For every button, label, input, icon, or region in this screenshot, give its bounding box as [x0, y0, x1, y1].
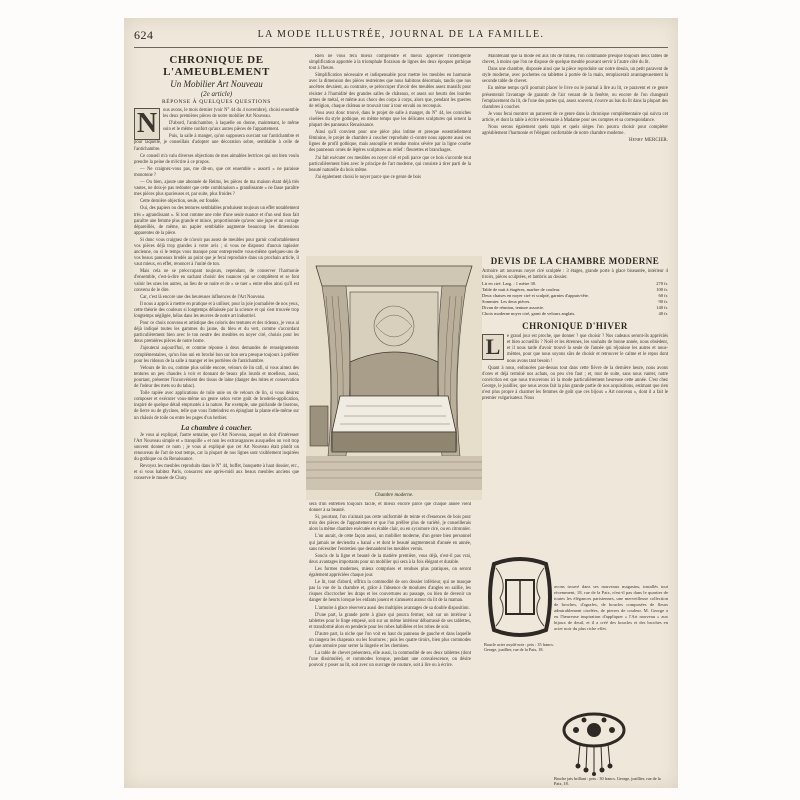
chronique-hiver-title: CHRONIQUE D'HIVER — [522, 321, 628, 332]
paragraph: D'une part, la grande porte à glace qui pourra fermer, soit sur un intérieur à tablettes pour le linge empesé, soit sur un même intérieur débarrassé de ses tablettes, et transformé alors en penderie pour les robes habillées et les robes de soir. — [309, 612, 471, 630]
paragraph: Soucis de la ligne et beauté de la matière première, vous déjà, n'est-il pas vrai, deux avantages importants pour un mobilier qui sera à la fois élégant et durable. — [309, 553, 471, 565]
paragraph: e grand jour est proche, que donner ? que choisir ? Nos cadeaux seront-ils appréciés et bien accueillis ? Noël et les étrennes, les souhaits de bonne année, nous obsèdent, et il nous tarde d'avoir trouvé la seule de l'année qui réjouisse les autres et nous-mêmes, pour que nous soyons sûrs de choisir et retrouver le calme et le repos dont nous avons tant besoin ! — [507, 334, 668, 364]
brooch-icon — [554, 708, 634, 776]
buckle-icon — [486, 554, 554, 640]
paragraph: Pour ce choix nouveau et artistique des coloris des tentures et des rideaux, je vous ai déjà indiqué toutes les gammes du jaune, du bleu et du vert, comme s'accordant particulièrement bien avec le ton neutre des meubles en noyer ciré, choisis pour les deux premières pièces de notre home. — [134, 321, 299, 345]
paragraph: Dans une chambre, disposée ainsi que la pièce reproduite sur notre dessin, un petit paravent de style moderne, avec pochettes ou tablettes à portée de la main, remplacerait avantageusement la seconde table de chevet. — [482, 67, 668, 85]
article-body — [134, 108, 299, 482]
column-3-middle — [482, 254, 668, 554]
chronique-hiver-body — [482, 334, 668, 402]
paragraph: D'autre part, la niche que l'on voit en haut du panneau de gauche et dans laquelle on rangera les chapeaux ou les fourrures ; puis les quatre tiroirs, bien plus commodes qu'une armoire pour serrer la lingerie et les chemises. — [309, 631, 471, 650]
newspaper-page — [124, 18, 678, 788]
paragraph: Je vous ai expliqué, l'autre semaine, que l'Art Nouveau, auquel on doit d'intéresser l'Art Nouveau simple et « tranquille » et non les extravagances auxquelles on voit trop souvent donner ce nom ; je vous ai expliqué que cet Art Nouveau était plutôt un renouveau de l'art de tout temps, car la plupart de nos lignes sont visiblement inspirées du gothique ou du Renaissance. — [134, 432, 299, 463]
devis-item: Divan de réunion, tenture assortie. 140 fr. — [482, 305, 668, 311]
paragraph: Maintenant que la mode est aux lits de milieu, l'on commande presque toujours deux tables de chevet, à moins que l'on ne dispose de quelque meuble pouvant servir à l'autre côté du lit. — [482, 54, 668, 66]
bedroom-illustration — [306, 256, 482, 500]
paragraph: J'ajouterai aujourd'hui, et comme réponse à deux demandes de renseignements complémentaires, qu'un lino uni en broché bon sur bon sera presque toujours à préférer pour les rideaux de la salle à manger et les portières de l'antichambre. — [134, 346, 299, 364]
paragraph: D'abord, l'antichambre, à laquelle on donne, maintenant, le même soin et le même confort qu'aux autres pièces de l'appartement. — [163, 121, 299, 133]
brooch-illustration — [554, 708, 634, 776]
devis-item: Lit en ciré. Larg. : 1 mètre 30. 270 fr. — [482, 281, 668, 287]
paragraph: Rien ne vous fera mieux comprendre et mieux apprécier l'intelligente simplification apportée à la triomphale floraison de lignes des deux époques gothique tout à l'heure. — [309, 54, 471, 72]
buckle-illustration — [486, 554, 554, 640]
article-reply-heading: RÉPONSE À QUELQUES QUESTIONS — [162, 99, 271, 105]
paragraph: J'ai fait exécuter ces meubles en noyer ciré et poli parce que ce bois s'accorde tout particulièrement bien avec le principe de l'art moderne, qui consiste à tirer parti de la beauté naturelle du bois même. — [309, 155, 471, 173]
paragraph: Mais cela ne se préoccupant toujours, cependant, de conserver l'harmonie d'ensemble, c'est-à-dire en sachant choisir des nuances qui se complètent et se font valoir les unes les autres, au lieu de se nuire et de « se tuer » entre elles ainsi qu'il est convenu de le dire. — [134, 269, 299, 293]
devis-title: DEVIS DE LA CHAMBRE MODERNE — [490, 256, 660, 266]
paragraph: Si donc vous craignez de n'avoir pas assez de meubles pour garnir confortablement vos pièces déjà trop grandes à votre avis ; si vous ne disposez d'aucun tapissier ancienne, ou si le temps vous manque pour entreprendre vous-même quelques-uns de vos beaux panneaux brodés au point que je ferai reproduire dans un prochain article, il vaut mieux, en effet, renoncer à l'unité de ton. — [134, 237, 299, 268]
author-signature: Henry MERCIER. — [628, 138, 668, 144]
section-heading-chambre: La chambre à coucher. — [180, 422, 253, 432]
paragraph: Cette dernière objection, seule, est fondée. — [140, 199, 220, 205]
devis-item: Choix moderne noyer ciré, garni de velours anglais. 40 fr. — [482, 311, 668, 317]
devis-list — [482, 281, 668, 317]
column-3-lower: avons trouvé dans ses nouveaux magasins, installés tout récemment, 18, rue de la Paix, n'est-il pas dans le quartier de toutes les élégances parisiennes, une merveilleuse collection de broches, d'agrafes, de boucles composées de fleurs admirablement ciselées, de pierres de couleur. M. George a eu l'heureuse inspiration d'appliquer « l'Art nouveau » aux bijoux de deuil, et il a créé des boucles et des broches en acier noir du plus riche effet. — [554, 584, 668, 631]
paragraph: En même temps qu'il pourrait placer le livre ou le journal à lire au lit, ce paravent et ce genre présenterait l'avantage de garantir de l'air venant de la fenêtre, ou encore de l'on changeait l'emplacement du lit, de l'une des portes qui, assez souvent, s'ouvre au bas du lit dans la plupart des chambres à coucher. — [482, 86, 668, 110]
paragraph: Si, pourtant, l'on n'aimait pas cette uniformité de teinte et d'essences de bois pour trois des pièces de l'appartement et que l'on préfère plus de variété, je conseillerais alors la même chambre exécutée en érable clair, ou en sycomore ciré, ou en citronnier. — [309, 515, 471, 533]
article-subtitle: Un Mobilier Art Nouveau — [170, 79, 263, 89]
paragraph: Le lit, tout d'abord, offrira la commodité de son dossier inférieur, qui ne masque pas la vue de la chambre et, grâce à l'absence de moulures d'angles en saillie, les risques d'accrocher les draps et les couvertures au passage, ou bien de devenir un danger de heurts lorsque les enfants jouent et s'amusent autour du lit de la maman. — [309, 580, 471, 604]
devis-item: Sommier. Les deux pièces. 90 fr. — [482, 299, 668, 305]
paragraph: Quant à nous, enfoncées par-dessus tout dans cette fièvre de la dernière heure, nous avons d'ores et déjà terminé nos achats, ou peu s'en faut ; et, tout de suite, sans nous vanter, notre conviction est que nous trouverons ici la mode particulièrement heureuse cette année. C'est chez George, le joaillier, que nous avons fait la plus grande partie de nos acquisitions, estimant que rien n'est plus propre à charmer les femmes de goût que ces bijoux « Art nouveau », dont il a fait le premier vulgarisateur. Nous — [482, 365, 668, 402]
devis-item: Table de nuit à étagères, marbre de couleur. 100 fr. — [482, 287, 668, 293]
bedroom-engraving-icon — [306, 256, 482, 500]
brooch-caption: Broche jais brillant : prix : 30 francs. George, joaillier, rue de la Paix, 18. — [554, 776, 661, 786]
paragraph: L'on aurait, de cette façon aussi, un mobilier moderne, d'un genre bien personnel qui jamais ne deviendra « banal » et dont le beauté augmenterait d'année en année, sans nécessiter l'entretien que demandent les meubles vernis. — [309, 534, 471, 552]
running-title: LA MODE ILLUSTRÉE, JOURNAL DE LA FAMILLE. — [257, 29, 545, 40]
article-part: (2e article) — [200, 90, 233, 98]
paragraph: Oui, des papiers ou des tentures semblables produisent toujours un effet notablement très « agrandissant ». Si tout comme une robe d'une seule nuance et d'un seul tissu fait paraître une femme plus grande et mince, proportionnée qu'avec une jupe et un corsage dépareillés, de même, un papier semblable augmente beaucoup les dimensions apparentes de la pièce. — [134, 206, 299, 236]
paragraph: Il nous a appris à mettre en pratique et à utiliser, pour la joie journalière de nos yeux, cette théorie des couleurs si longtemps délaissée par la science et qui s'est trouvée trop longtemps négligée, hélas dans les œuvres de notre art industriel. — [134, 301, 299, 319]
paragraph: Nous serons également quels tapis et quels sièges l'on pourra choisir pour compléter agréablement l'harmonie et l'élégant confortable de notre chambre moderne. — [482, 125, 668, 137]
paragraph: Les formes modernes, mieux comprises et rendues plus pratiques, on seront également appréciées chaque jour. — [309, 566, 471, 579]
devis-item: Deux chaises en noyer ciré et sculpté, garnies d'appuis-tête. 60 fr. — [482, 293, 668, 299]
paragraph: ous avons, le mois dernier (voir N° 44 du 4 novembre), choisi ensemble les deux premières pièces de notre mobilier Art Nouveau. — [163, 108, 299, 120]
paragraph: Ce conseil m'a valu diverses objections de mes aimables lectrices qui ont bien voulu prendre la peine de m'écrire à ce propos. — [134, 153, 299, 165]
paragraph: Ainsi qu'il convient pour une pièce plus intime et presque essentiellement féminine, le projet de chambre à coucher reproduite ci-contre nous apporte aussi ces lignes de profil gothique, mais assouplie et rendue moins sévère par la ligne courbe des panneaux ornés de légères sculptures au relief : fleurettes et branchages. — [309, 130, 471, 154]
paragraph: J'ai également choisi le noyer parce que ce genre de bois — [315, 174, 422, 180]
paragraph: Puis, la salle à manger, qu'on supposera ouvrant sur l'antichambre et pour laquelle, je conseillais d'adopter une décoration sobre, semblable à celle de l'antichambre. — [134, 134, 299, 152]
page-number: 624 — [134, 28, 154, 42]
paragraph: Je vous ferai montrer un paravent de ce genre dans la chronique complémentaire qui suivra cet article, et dont la table à écrire nécessaire à Madame pour ses comptes et sa correspondance. — [482, 111, 668, 123]
column-2-top — [309, 54, 471, 264]
page-header — [134, 25, 668, 48]
paragraph: Simplification nécessaire et indispensable pour mettre les meubles en harmonie avec la dimension des pièces restreintes que nous habitons désormais, tandis que nos ancêtres devaient, au contraire, se préoccuper d'avoir des meubles assez massifs pour résister à l'humidité des grandes salles de châteaux, et assez sur heurts des lourdes armes de métal, et même aux chocs des corps à corps, alors que, pendant les guerres de religion, chaque château se trouvait tour à tour envahi ou reconquis. — [309, 73, 471, 109]
paragraph: L'armoire à glace réservera aussi des multiples avantages de sa double disposition. — [315, 605, 470, 611]
illustration-caption: Chambre moderne. — [374, 493, 414, 498]
paragraph: sera d'un entretien toujours facile, et mieux encore parce que chaque année vient donner à sa beauté. — [309, 502, 471, 514]
paragraph: Car, c'est là encore une des heureuses influences de l'Art Nouveau. — [140, 294, 266, 300]
paragraph: La table de chevet présentera, elle aussi, la commodité de ses deux tablettes (dont l'une dissimulée), et commodes lorsque, pendant une convalescence, on désire pouvoir y poser au lit, soit avec un ouvrage de couture, soit à lire ou à écrire. — [309, 651, 471, 669]
buckle-caption: Boucle acier oxydé noir : prix : 35 francs. George, joaillier, rue de la Paix, 18. — [484, 642, 554, 652]
paragraph: Vous avez donc trouvé, dans le projet de salle à manger, du N° 44, les corniches ciselées du style gothique, en même temps que les délicates sculptures qui ornent la plupart des panneaux Renaissance. — [309, 110, 471, 129]
devis-intro: Armoire art nouveau noyer ciré sculptée : 3 étages, grande porte à glace biseautée, intérieur 4 tiroirs, pièces sculptées, et lambris au dossier. — [482, 269, 668, 281]
paragraph: — Ou bien, ajoute une abonnée de Reims, les pièces de ma maison étant déjà très vastes, ne dois-je pas redouter que cette combinaison « grandissante » ne fasse paraître mes pièces plus spacieuses et, par suite, plus froides ? — [134, 180, 299, 198]
column-1 — [134, 54, 299, 782]
column-2-bottom — [309, 502, 471, 782]
paragraph: Toile rapiée avec applications de toile unie ou de velours de lin, si vous désirez composer et exécuter vous-même un genre selon votre goût de broderie-application, inspiré de quelque détail empruntés à la nature. Par exemple, une guirlande de liserons, de lierre ou de glycines, telle que vous l'atteindrez en épinglant la plante elle-même sur un châssis de toile ou entre les pages d'un herbier. — [134, 391, 299, 421]
column-3-top — [482, 54, 668, 264]
article-title: CHRONIQUE DE L'AMEUBLEMENT — [163, 54, 270, 78]
paragraph: — Ne craignez-vous pas, me dit-on, que cet ensemble « assorti » ne paraisse monotone ? — [134, 166, 299, 178]
drop-cap: L — [482, 334, 504, 360]
paragraph: Revoyez les meubles reproduits dans le N° 44, buffet, banquette à haut dossier, etc., et si vous habitez Paris, consacrez une après-midi aux beaux meubles anciens que conserve le musée de Cluny. — [134, 464, 299, 482]
paragraph: Velours de lin ou, comme plus solide encore, velours de lin cafi, si vous aimez des tentures un peu chaudes à voir et donnant de beaux plis lourds et moelleux, aussi, pourtant, présenter l'inconvénient des tissus de laine (danger des mites et conservation de l'odeur des mets ou du tabac). — [134, 365, 299, 390]
drop-cap: N — [134, 108, 160, 140]
